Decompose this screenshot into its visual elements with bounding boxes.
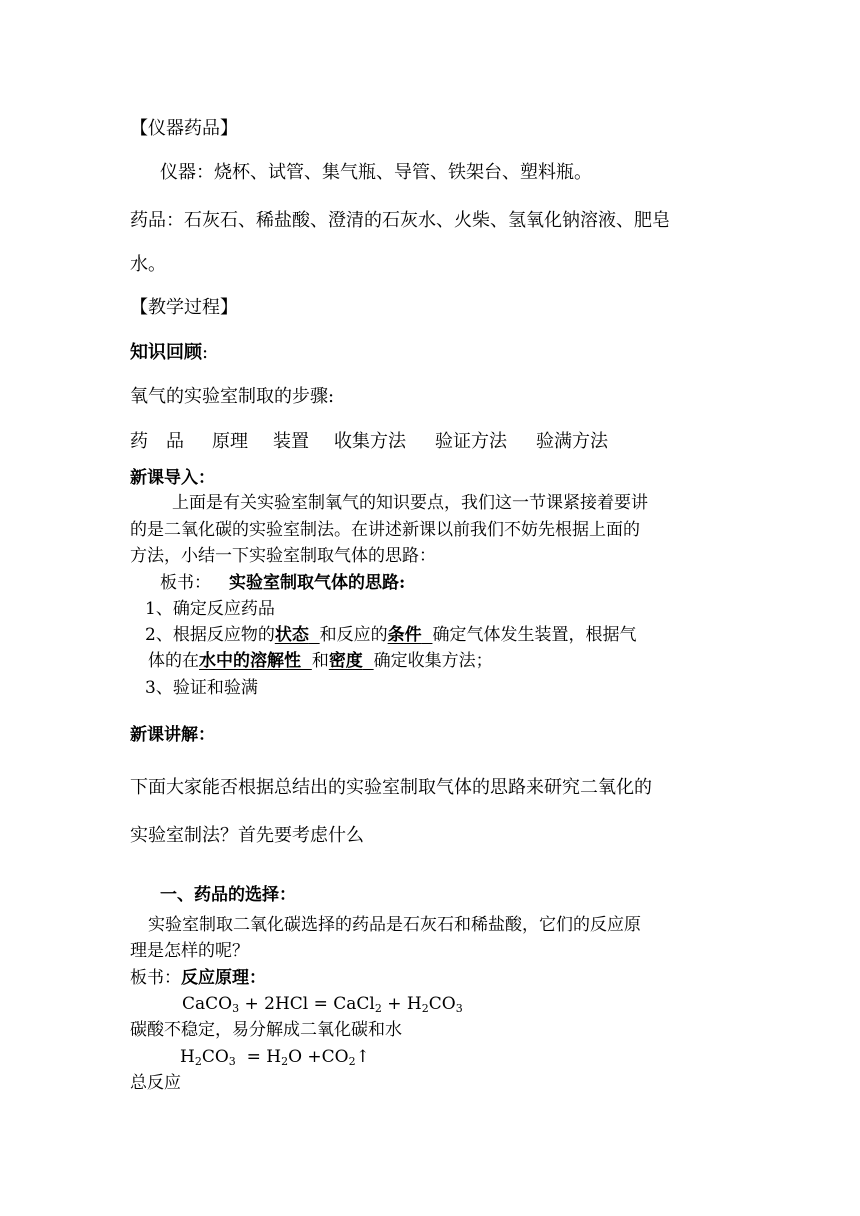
step-item: 收集方法 bbox=[334, 431, 406, 452]
gas-arrow-icon: ↑ bbox=[355, 1047, 370, 1067]
board-heading bbox=[160, 572, 405, 594]
equation-2: $H_2CO_3 = H_2O$ $+CO_2↑$ bbox=[180, 1047, 370, 1068]
keyword-state: 状态 bbox=[274, 625, 309, 645]
reagents-line-2: 水。 bbox=[130, 254, 166, 275]
method-item-2 bbox=[145, 624, 636, 646]
board-label: 板书： bbox=[160, 573, 211, 593]
drug-para-1: 实验室制取二氧化碳选择的药品是石灰石和稀盐酸，它们的反应原 bbox=[148, 915, 641, 935]
review-steps bbox=[130, 431, 608, 453]
keyword-density: 密度 bbox=[328, 651, 363, 671]
reagents-line-1: 药品：石灰石、稀盐酸、澄清的石灰水、火柴、氢氧化钠溶液、肥皂 bbox=[130, 210, 670, 231]
lecture-para-1: 下面大家能否根据总结出的实验室制取气体的思路来研究二氧化的 bbox=[130, 777, 652, 798]
review-heading-text: 知识回顾 bbox=[130, 342, 202, 363]
review-line: 氧气的实验室制取的步骤: bbox=[130, 386, 335, 407]
total-reaction-label: 总反应 bbox=[130, 1073, 181, 1093]
keyword-condition: 条件 bbox=[387, 625, 422, 645]
step-item: 药 品 bbox=[130, 431, 184, 452]
item2-text-a: 2、根据反应物的 bbox=[145, 625, 275, 645]
drug-board-heading bbox=[130, 967, 266, 989]
step-item: 装置 bbox=[273, 431, 309, 452]
intro-heading: 新课导入： bbox=[130, 468, 215, 488]
item2-text-h: 和 bbox=[311, 651, 329, 671]
review-heading-colon: : bbox=[202, 342, 209, 363]
drug-board-title: 反应原理： bbox=[181, 968, 266, 988]
item2-text-c: 和反应的 bbox=[319, 625, 388, 645]
intro-para-3: 方法，小结一下实验室制取气体的思路： bbox=[130, 546, 436, 566]
lecture-heading: 新课讲解： bbox=[130, 725, 215, 745]
section-process-heading: 【教学过程】 bbox=[130, 297, 238, 318]
section-apparatus-heading: 【仪器药品】 bbox=[130, 118, 238, 139]
item2-text-e: 确定气体发生装置，根据气 bbox=[432, 625, 637, 645]
item2-text-f: 体的在 bbox=[148, 651, 199, 671]
step-item: 验满方法 bbox=[536, 431, 608, 452]
equation-1: CaCO$_3$ + 2HCl = CaCl$_2$ + $H_2CO_3$ bbox=[182, 994, 463, 1015]
drug-para-2: 理是怎样的呢？ bbox=[130, 941, 249, 961]
review-heading bbox=[130, 342, 208, 364]
instruments-line: 仪器：烧杯、试管、集气瓶、导管、铁架台、塑料瓶。 bbox=[160, 162, 592, 183]
drug-board-label: 板书： bbox=[130, 968, 181, 988]
keyword-solubility: 水中的溶解性 bbox=[199, 651, 301, 671]
intro-para-1: 上面是有关实验室制氧气的知识要点，我们这一节课紧接着要讲 bbox=[172, 493, 648, 513]
step-item: 原理 bbox=[212, 431, 248, 452]
method-item-1: 1、确定反应药品 bbox=[145, 599, 275, 619]
lecture-para-2: 实验室制法？首先要考虑什么 bbox=[130, 825, 364, 846]
method-item-2-cont bbox=[148, 650, 493, 672]
intro-para-2: 的是二氧化碳的实验室制法。在讲述新课以前我们不妨先根据上面的 bbox=[130, 520, 640, 540]
item2-text-j: 确定收集方法； bbox=[373, 651, 493, 671]
method-item-3: 3、验证和验满 bbox=[145, 678, 258, 698]
drug-heading: 一、药品的选择： bbox=[160, 885, 296, 905]
step-item: 验证方法 bbox=[435, 431, 507, 452]
board-title: 实验室制取气体的思路: bbox=[229, 573, 406, 593]
decomposition-note: 碳酸不稳定，易分解成二氧化碳和水 bbox=[130, 1020, 402, 1040]
